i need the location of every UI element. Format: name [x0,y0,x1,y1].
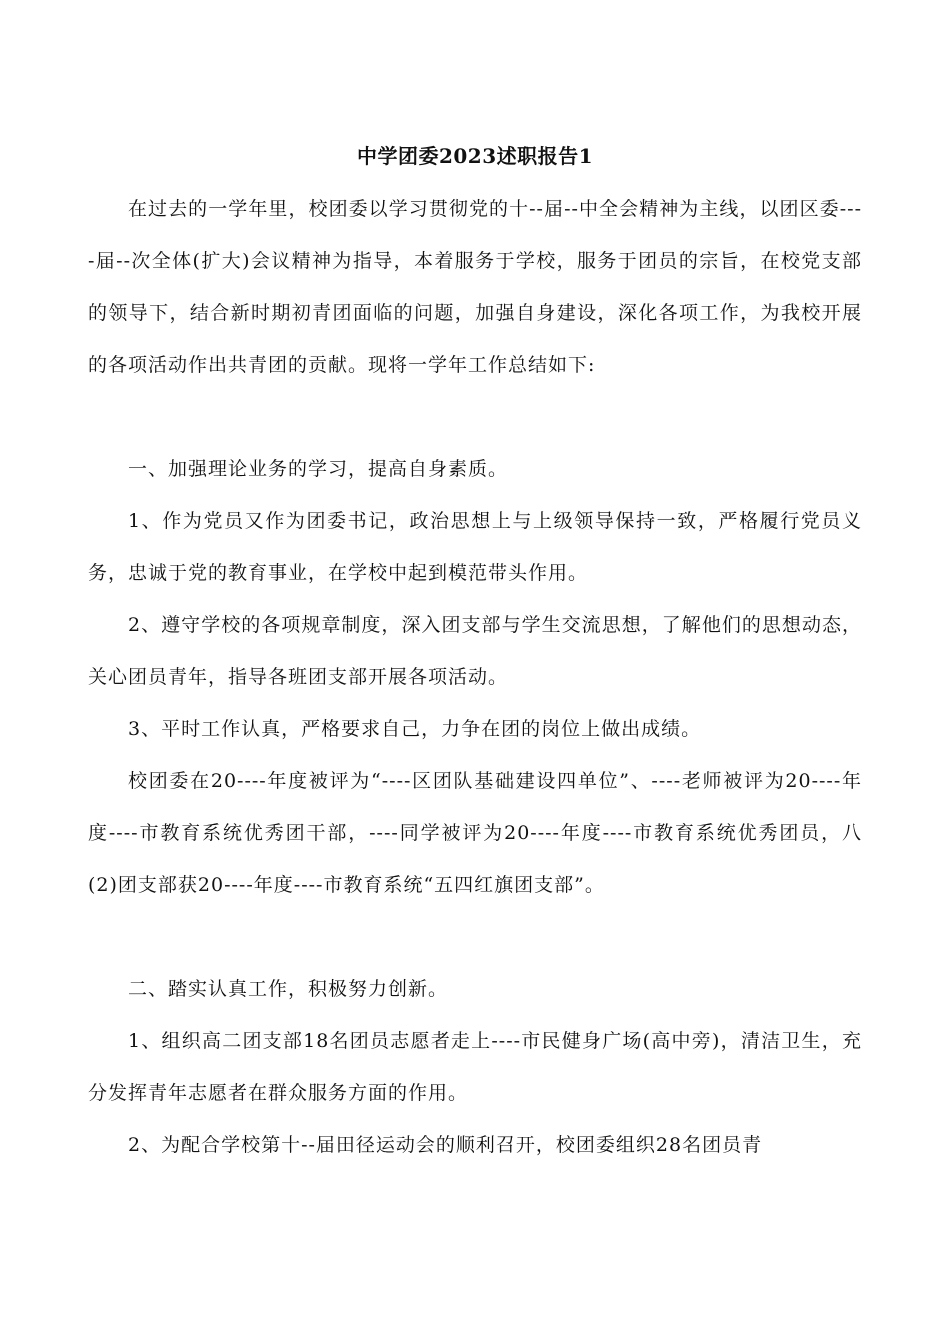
document-title: 中学团委2023述职报告1 [356,144,594,168]
paragraph-item-1-3: 3、平时工作认真，严格要求自己，力争在团的岗位上做出成绩。 [128,718,702,740]
paragraph-item-1-1: 1、作为党员又作为团委书记，政治思想上与上级领导保持一致，严格履行党员义务，忠诚于党的教育事业，在学校中起到模范带头作用。 [88,510,862,584]
section-heading-1: 一、加强理论业务的学习，提高自身素质。 [128,458,509,480]
paragraph-item-2-2: 2、为配合学校第十--届田径运动会的顺利召开，校团委组织28名团员青 [128,1134,763,1156]
paragraph-awards: 校团委在20----年度被评为“----区团队基础建设四单位”、----老师被评为20----年度----市教育系统优秀团干部，----同学被评为20----年度----市教育系统优秀团员，八(2)团支部获20----年度----市教育系统“五四红旗团支部”。 [88,770,862,896]
section-heading-2: 二、踏实认真工作，积极努力创新。 [128,978,449,1000]
paragraph-item-1-2: 2、遵守学校的各项规章制度，深入团支部与学生交流思想，了解他们的思想动态，关心团员青年，指导各班团支部开展各项活动。 [88,614,862,688]
document-page [88,0,862,1344]
paragraph-intro: 在过去的一学年里，校团委以学习贯彻党的十--届--中全会精神为主线，以团区委----届--次全体(扩大)会议精神为指导，本着服务于学校，服务于团员的宗旨，在校党支部的领导下，结合新时期初青团面临的问题，加强自身建设，深化各项工作，为我校开展的各项活动作出共青团的贡献。现将一学年工作总结如下: [88,198,862,376]
paragraph-item-2-1: 1、组织高二团支部18名团员志愿者走上----市民健身广场(高中旁)，清洁卫生，充分发挥青年志愿者在群众服务方面的作用。 [88,1030,862,1104]
